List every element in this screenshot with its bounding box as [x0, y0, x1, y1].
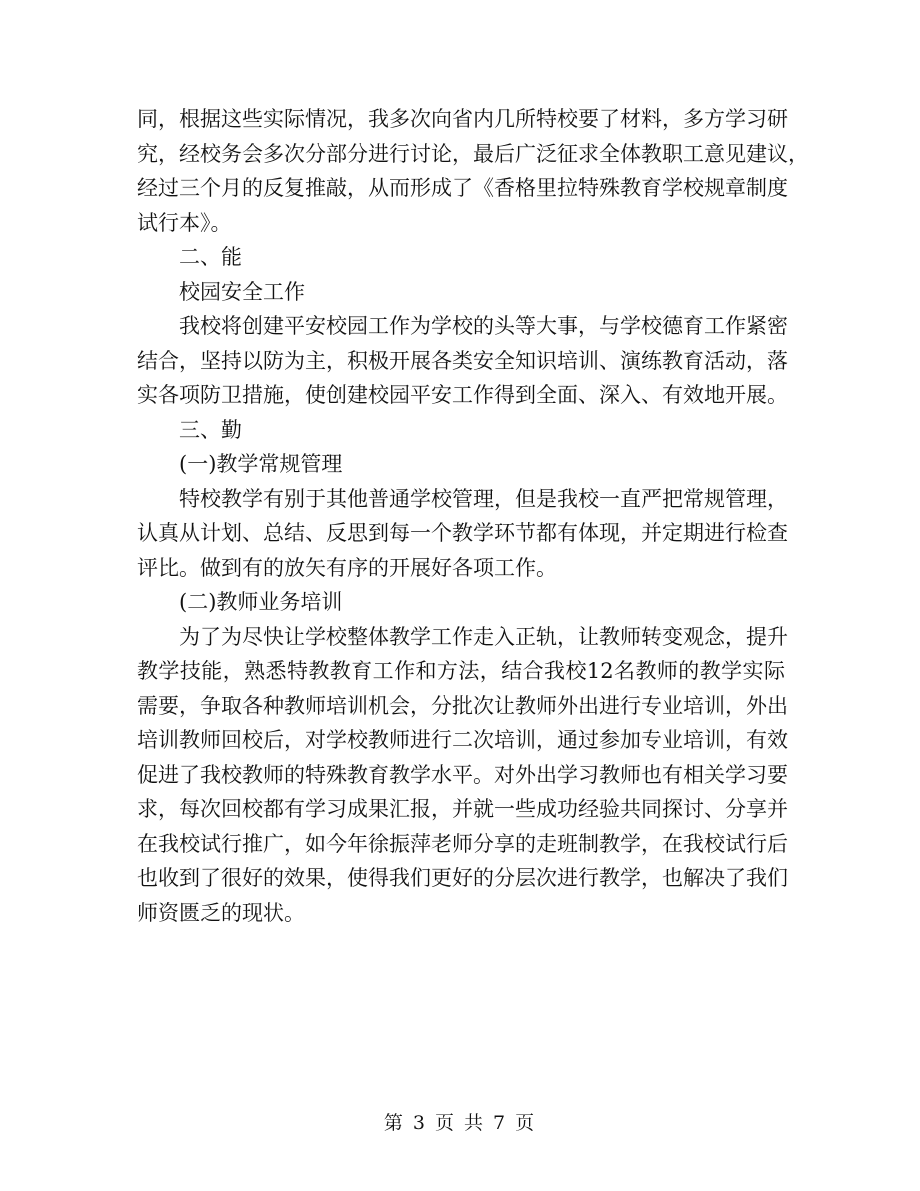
section-heading: 三、勤 — [179, 417, 242, 442]
subsection-heading: 校园安全工作 — [179, 279, 305, 304]
paragraph-line: 同，根据这些实际情况，我多次向省内几所特校要了材料，多方学习研 — [137, 107, 788, 131]
paragraph-line: 求，每次回校都有学习成果汇报，并就一些成功经验共同探讨、分享并 — [137, 797, 788, 821]
paragraph-line: 促进了我校教师的特殊教育教学水平。对外出学习教师也有相关学习要 — [137, 762, 788, 787]
paragraph-line: 究，经校务会多次分部分进行讨论，最后广泛征求全体教职工意见建议， — [137, 141, 809, 166]
paragraph-line: 师资匮乏的现状。 — [137, 900, 305, 925]
paragraph-line: 也收到了很好的效果，使得我们更好的分层次进行教学，也解决了我们 — [137, 866, 788, 890]
paragraph-line: 我校将创建平安校园工作为学校的头等大事，与学校德育工作紧密 — [179, 314, 788, 338]
paragraph-line: 在我校试行推广，如今年徐振萍老师分享的走班制教学，在我校试行后 — [137, 831, 788, 856]
paragraph-line: 评比。做到有的放矢有序的开展好各项工作。 — [137, 555, 557, 580]
paragraph-line: 特校教学有别于其他普通学校管理，但是我校一直严把常规管理， — [179, 486, 788, 511]
page-number-footer: 第 3 页 共 7 页 — [383, 1112, 537, 1134]
paragraph-line: 为了为尽快让学校整体教学工作走入正轨，让教师转变观念，提升 — [179, 624, 788, 649]
subsection-heading: (二)教师业务培训 — [179, 590, 343, 614]
paragraph-line: 结合，坚持以防为主，积极开展各类安全知识培训、演练教育活动，落 — [137, 348, 788, 373]
paragraph-line: 经过三个月的反复推敲，从而形成了《香格里拉特殊教育学校规章制度 — [137, 176, 788, 200]
document-body — [137, 102, 809, 930]
paragraph-line: 认真从计划、总结、反思到每一个教学环节都有体现，并定期进行检查 — [137, 521, 788, 545]
paragraph-line: 需要，争取各种教师培训机会，分批次让教师外出进行专业培训，外出 — [137, 693, 788, 718]
paragraph-line: 教学技能，熟悉特教教育工作和方法，结合我校12名教师的教学实际 — [137, 659, 785, 683]
paragraph-line: 试行本》。 — [137, 210, 232, 235]
subsection-heading: (一)教学常规管理 — [179, 452, 343, 476]
paragraph-line: 实各项防卫措施，使创建校园平安工作得到全面、深入、有效地开展。 — [137, 383, 788, 407]
paragraph-line: 培训教师回校后，对学校教师进行二次培训，通过参加专业培训，有效 — [137, 728, 788, 752]
section-heading: 二、能 — [179, 245, 242, 269]
